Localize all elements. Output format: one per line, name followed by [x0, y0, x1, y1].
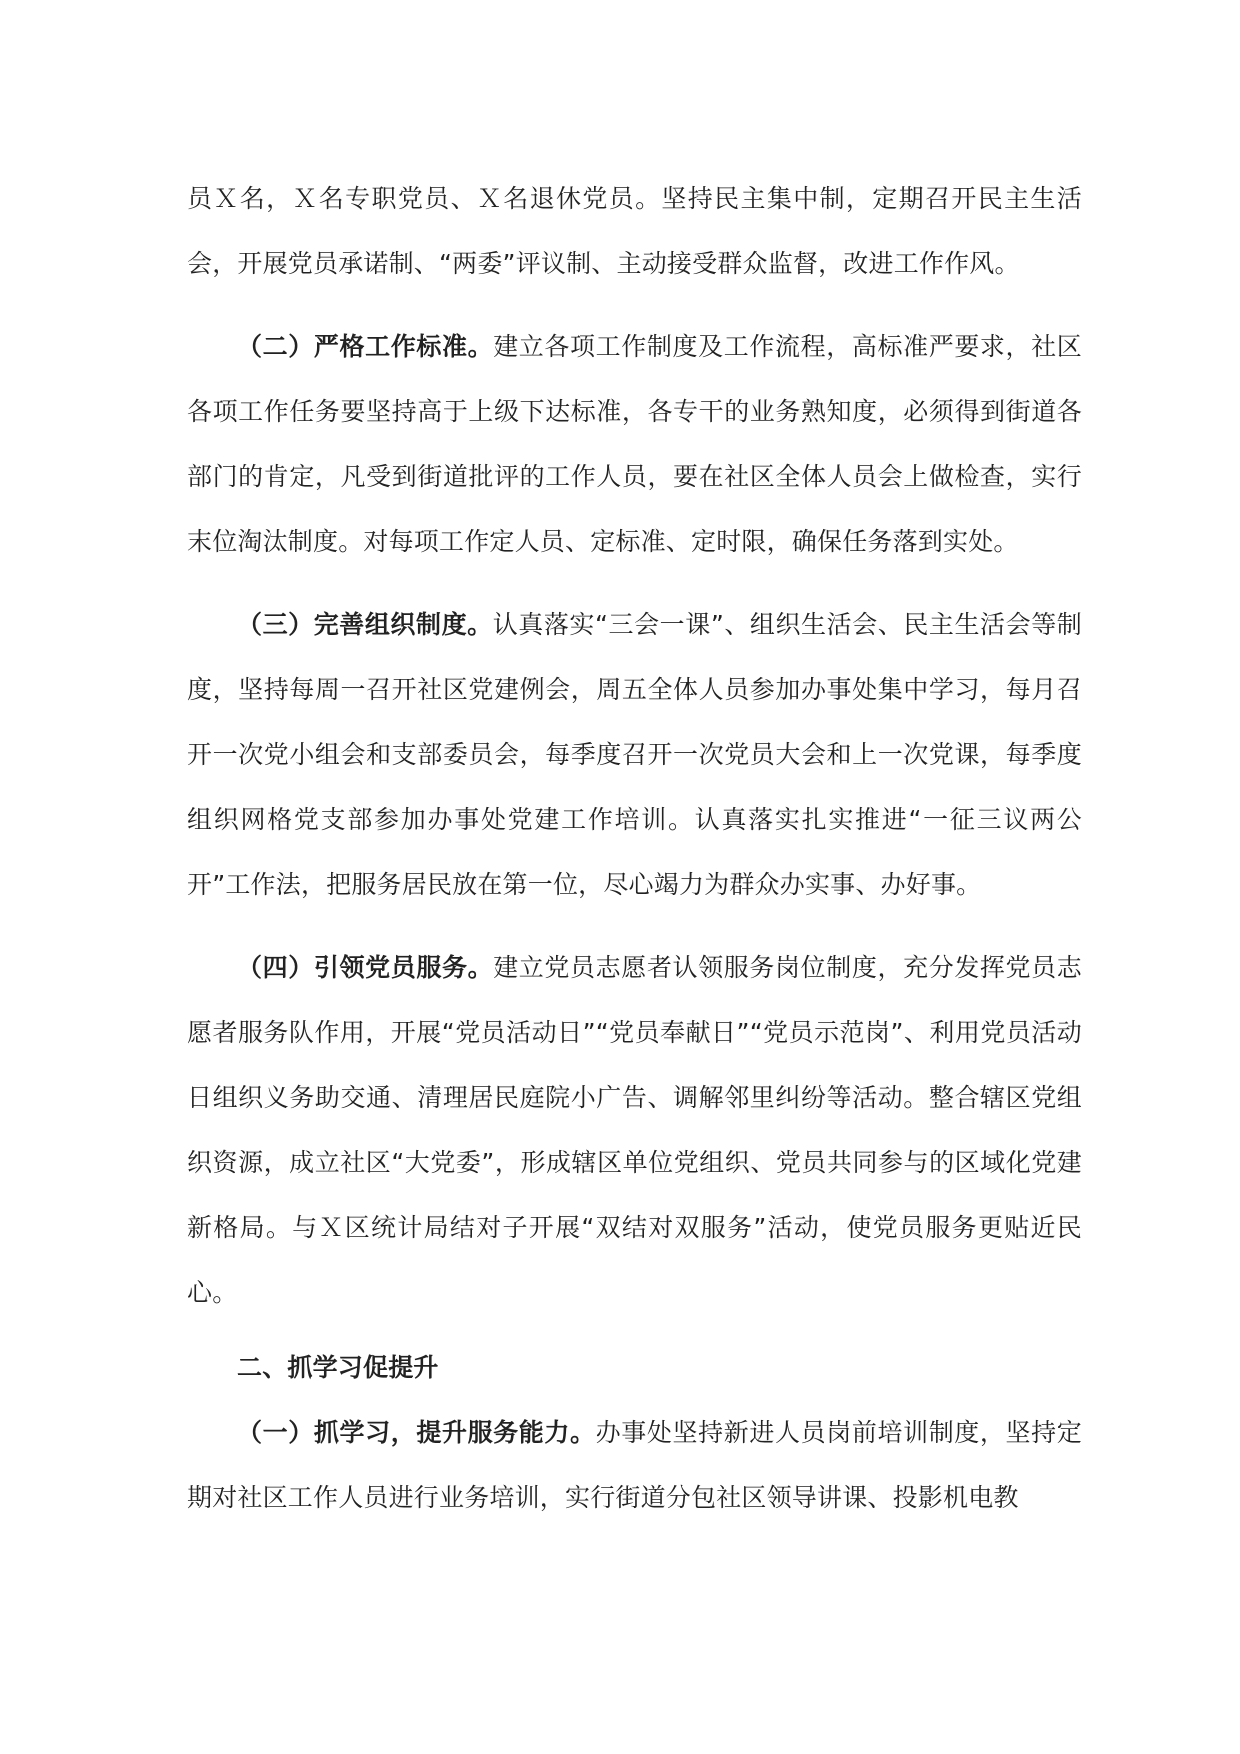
paragraph-organization-system [187, 592, 1082, 917]
paragraph-lead: （三）完善组织制度。 [237, 610, 493, 639]
paragraph-text: 建立各项工作制度及工作流程，高标准严要求，社区各项工作任务要坚持高于上级下达标准，各专干的业务熟知度，必须得到街道各部门的肯定，凡受到街道批评的工作人员，要在社区全体人员会上做检查，实行末位淘汰制度。对每项工作定人员、定标准、定时限，确保任务落到实处。 [187, 332, 1082, 556]
paragraph-text: 办事处坚持新进人员岗前培训制度，坚持定期对社区工作人员进行业务培训，实行街道分包社区领导讲课、投影机电教 [187, 1418, 1082, 1512]
paragraph-learning [187, 1400, 1082, 1530]
paragraph-continued [187, 166, 1082, 296]
section-heading: 二、抓学习促提升 [237, 1353, 439, 1382]
paragraph-text: 员Ｘ名，Ｘ名专职党员、Ｘ名退休党员。坚持民主集中制，定期召开民主生活会，开展党员承诺制、“两委”评议制、主动接受群众监督，改进工作作风。 [187, 184, 1082, 278]
paragraph-lead: （二）严格工作标准。 [237, 332, 494, 361]
paragraph-text: 建立党员志愿者认领服务岗位制度，充分发挥党员志愿者服务队作用，开展“党员活动日”“党员奉献日”“党员示范岗”、利用党员活动日组织义务助交通、清理居民庭院小广告、调解邻里纠纷等活动。整合辖区党组织资源，成立社区“大党委”，形成辖区单位党组织、党员共同参与的区域化党建新格局。与Ｘ区统计局结对子开展“双结对双服务”活动，使党员服务更贴近民心。 [187, 953, 1082, 1307]
paragraph-lead: （四）引领党员服务。 [237, 953, 494, 982]
paragraph-party-service [187, 935, 1082, 1325]
paragraph-strict-standards [187, 314, 1082, 574]
document-body [187, 166, 1082, 1530]
paragraph-lead: （一）抓学习，提升服务能力。 [237, 1418, 596, 1447]
paragraph-text: 认真落实“三会一课”、组织生活会、民主生活会等制度，坚持每周一召开社区党建例会，周五全体人员参加办事处集中学习，每月召开一次党小组会和支部委员会，每季度召开一次党员大会和上一次党课，每季度组织网格党支部参加办事处党建工作培训。认真落实扎实推进“一征三议两公开”工作法，把服务居民放在第一位，尽心竭力为群众办实事、办好事。 [187, 610, 1082, 899]
